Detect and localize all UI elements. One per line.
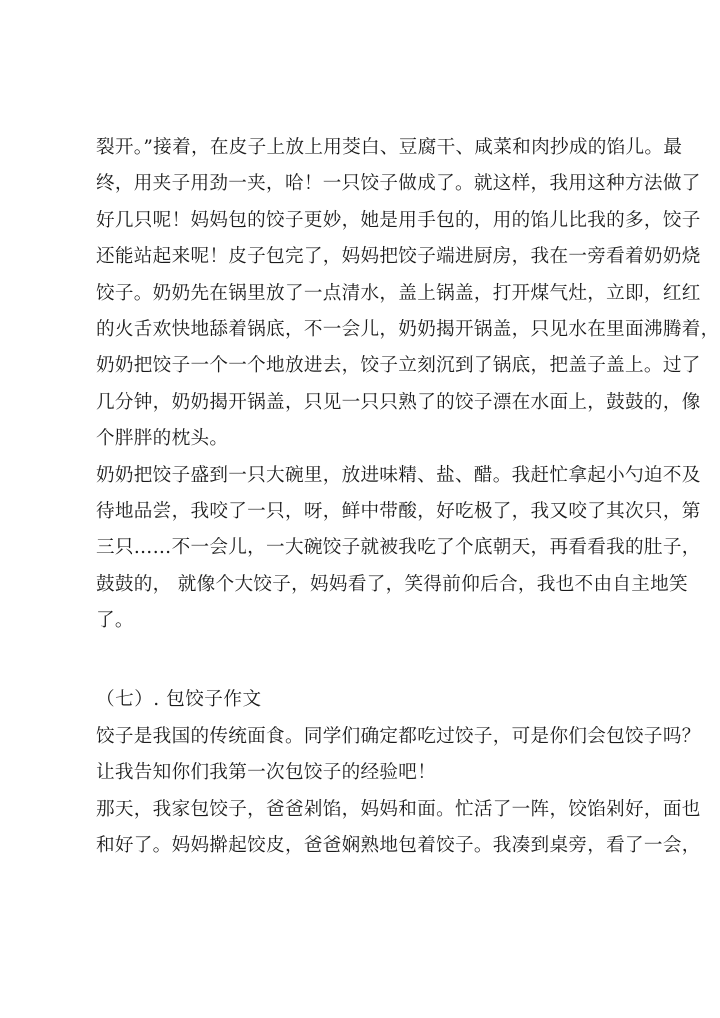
- text-line: 奶奶把饺子盛到一只大碗里，放进味精、盐、醋。我赶忙拿起小勺迫不及: [96, 464, 701, 486]
- section-spacer: [96, 639, 636, 682]
- paragraph-1: [96, 130, 720, 458]
- text-line: 几分钟，奶奶揭开锅盖，只见一只只熟了的饺子漂在水面上，鼓鼓的，像: [96, 391, 701, 413]
- text-line: 终，用夹子用劲一夹，哈！一只饺子做成了。就这样，我用这种方法做了: [96, 173, 701, 195]
- paragraph-2: [96, 458, 701, 640]
- text-line: 三只……不一会儿，一大碗饺子就被我吃了个底朝天，再看看我的肚子，: [96, 537, 701, 559]
- document-page: [96, 130, 720, 864]
- text-line: 让我告知你们我第一次包饺子的经验吧！: [96, 762, 437, 784]
- text-line: 好几只呢！妈妈包的饺子更妙，她是用手包的，用的馅儿比我的多，饺子: [96, 209, 701, 231]
- text-line: 饺子。奶奶先在锅里放了一点清水，盖上锅盖，打开煤气灶，立即，红红: [96, 282, 701, 304]
- text-line: 的火舌欢快地舔着锅底，不一会儿，奶奶揭开锅盖，只见水在里面沸腾着，: [96, 318, 720, 340]
- paragraph-3: [96, 719, 701, 792]
- paragraph-4: [96, 792, 701, 865]
- text-line: 个胖胖的枕头。: [96, 428, 229, 450]
- text-line: 那天，我家包饺子，爸爸剁馅，妈妈和面。忙活了一阵，饺馅剁好，面也: [96, 798, 701, 820]
- text-line: 裂开。”接着，在皮子上放上用茭白、豆腐干、咸菜和肉抄成的馅儿。最: [96, 137, 683, 158]
- text-line: 奶奶把饺子一个一个地放进去，饺子立刻沉到了锅底，把盖子盖上。过了: [96, 355, 701, 377]
- text-line: 还能站起来呢！皮子包完了，妈妈把饺子端进厨房，我在一旁看着奶奶烧: [96, 246, 701, 268]
- text-line: 了。: [96, 610, 134, 632]
- section-heading: （七）. 包饺子作文: [96, 689, 262, 711]
- text-line: 和好了。妈妈擀起饺皮，爸爸娴熟地包着饺子。我凑到桌旁，看了一会，: [96, 835, 701, 857]
- text-line: 饺子是我国的传统面食。同学们确定都吃过饺子，可是你们会包饺子吗？: [96, 725, 701, 747]
- text-line: 待地品尝，我咬了一只，呀，鲜中带酸，好吃极了，我又咬了其次只，第: [96, 500, 701, 522]
- text-line: 鼓鼓的， 就像个大饺子，妈妈看了，笑得前仰后合，我也不由自主地笑: [96, 573, 688, 595]
